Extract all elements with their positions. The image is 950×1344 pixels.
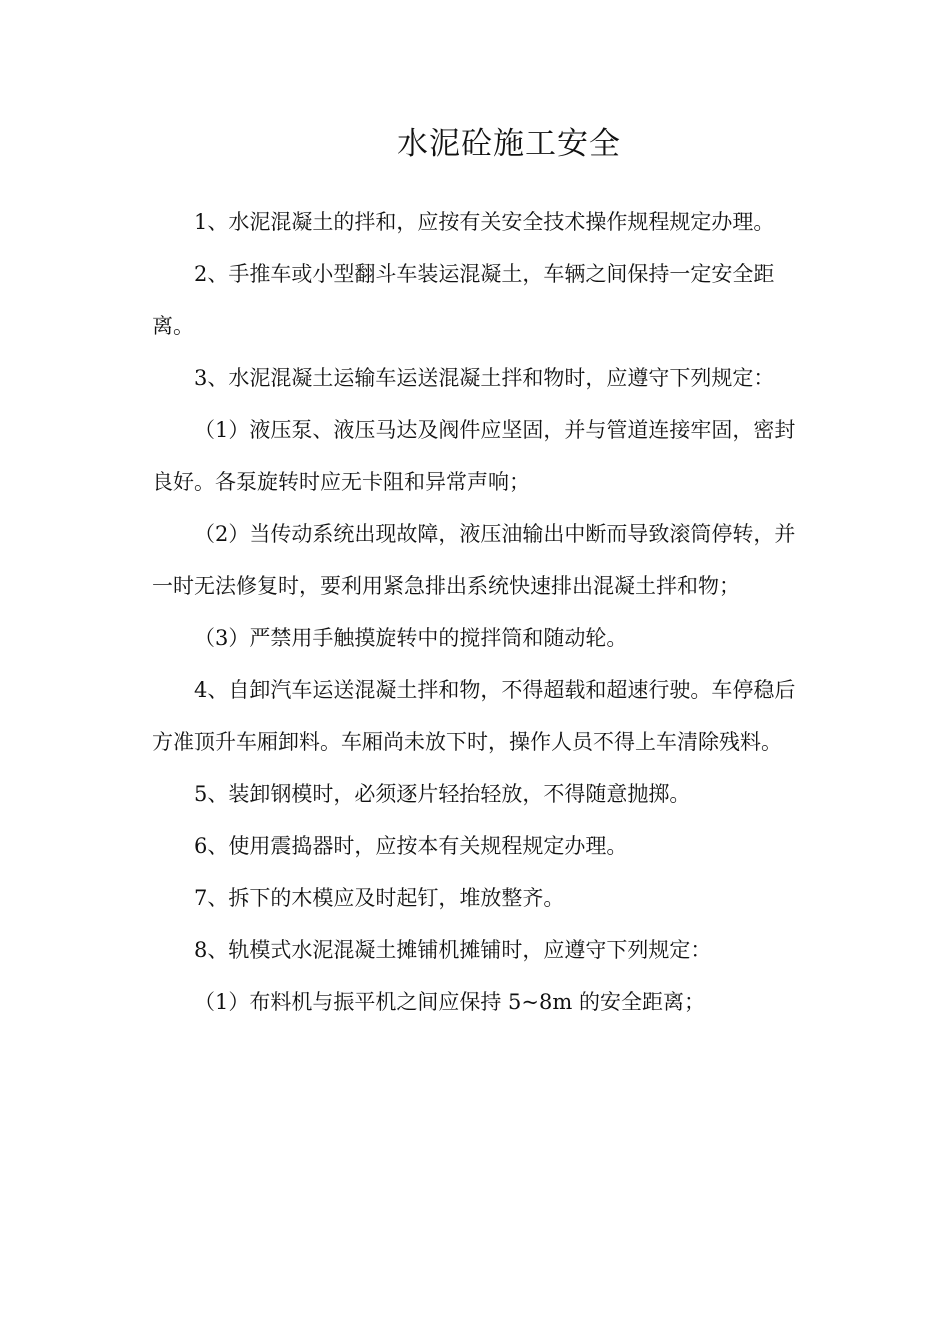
document-body <box>152 196 812 1028</box>
paragraph-4: 4、自卸汽车运送混凝土拌和物，不得超载和超速行驶。车停稳后方准顶升车厢卸料。车厢尚未放下时，操作人员不得上车清除残料。 <box>152 678 796 754</box>
paragraph-5: 5、装卸钢模时，必须逐片轻抬轻放，不得随意抛掷。 <box>194 782 691 806</box>
paragraph-8-item-1: （1）布料机与振平机之间应保持 5~8m 的安全距离； <box>194 990 705 1014</box>
paragraph-3-item-1: （1）液压泵、液压马达及阀件应坚固，并与管道连接牢固，密封良好。各泵旋转时应无卡阻和异常声响； <box>152 418 796 494</box>
paragraph-2: 2、手推车或小型翻斗车装运混凝土，车辆之间保持一定安全距离。 <box>152 262 775 338</box>
paragraph-8: 8、轨模式水泥混凝土摊铺机摊铺时，应遵守下列规定： <box>194 938 712 962</box>
paragraph-1: 1、水泥混凝土的拌和，应按有关安全技术操作规程规定办理。 <box>194 210 775 234</box>
document-title: 水泥砼施工安全 <box>397 126 621 162</box>
paragraph-3: 3、水泥混凝土运输车运送混凝土拌和物时，应遵守下列规定： <box>194 366 775 390</box>
paragraph-3-item-2: （2）当传动系统出现故障，液压油输出中断而导致滚筒停转，并一时无法修复时，要利用紧急排出系统快速排出混凝土拌和物； <box>152 522 796 598</box>
paragraph-6: 6、使用震捣器时，应按本有关规程规定办理。 <box>194 834 628 858</box>
paragraph-7: 7、拆下的木模应及时起钉，堆放整齐。 <box>194 886 565 910</box>
paragraph-3-item-3: （3）严禁用手触摸旋转中的搅拌筒和随动轮。 <box>194 626 628 650</box>
